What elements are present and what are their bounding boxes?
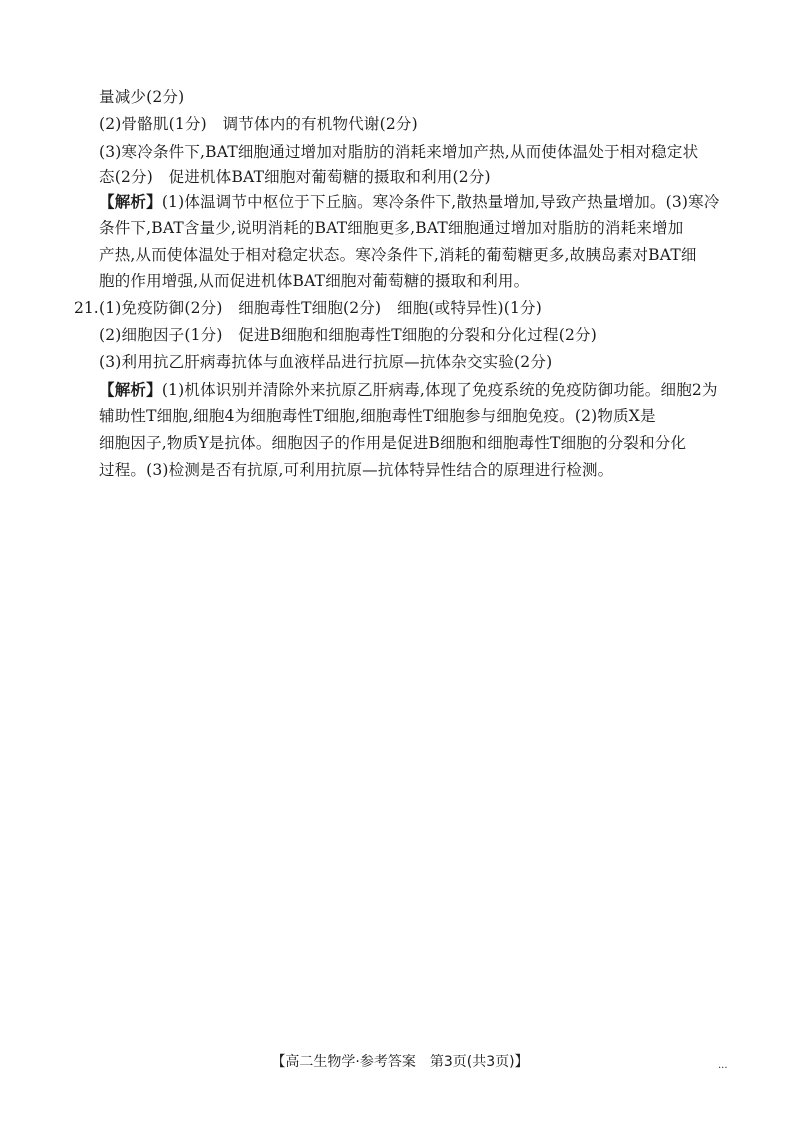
answer-line: (2)骨骼肌(1分) 调节体内的有机物代谢(2分): [99, 115, 418, 133]
analysis-label: 【解析】: [99, 192, 162, 211]
answer-line: 态(2分) 促进机体BAT细胞对葡萄糖的摄取和利用(2分): [99, 168, 491, 186]
answer-line: (3)寒冷条件下,BAT细胞通过增加对脂肪的消耗来增加产热,从而使体温处于相对稳定状: [99, 143, 699, 161]
analysis-line: [99, 380, 739, 400]
analysis-line: 产热,从而使体温处于相对稳定状态。寒冷条件下,消耗的葡萄糖更多,故胰岛素对BAT细: [99, 246, 697, 264]
answer-line: (1)免疫防御(2分) 细胞毒性T细胞(2分) 细胞(或特异性)(1分): [99, 299, 542, 317]
analysis-text: (1)机体识别并清除外来抗原乙肝病毒,体现了免疫系统的免疫防御功能。细胞2为: [161, 381, 718, 399]
question-number: 21.: [74, 299, 99, 317]
analysis-line: 胞的作用增强,从而促进机体BAT细胞对葡萄糖的摄取和利用。: [99, 272, 530, 290]
answer-line: (2)细胞因子(1分) 促进B细胞和细胞毒性T细胞的分裂和分化过程(2分): [99, 326, 597, 344]
analysis-line: 细胞因子,物质Y是抗体。细胞因子的作用是促进B细胞和细胞毒性T细胞的分裂和分化: [99, 434, 687, 452]
analysis-line: 辅助性T细胞,细胞4为细胞毒性T细胞,细胞毒性T细胞参与细胞免疫。(2)物质X是: [99, 407, 656, 425]
answer-line: 量减少(2分): [99, 88, 185, 106]
analysis-label: 【解析】: [99, 380, 162, 399]
analysis-line: 条件下,BAT含量少,说明消耗的BAT细胞更多,BAT细胞通过增加对脂肪的消耗来增加: [99, 219, 684, 237]
page-footer: 【高二生物学·参考答案 第3页(共3页)】: [271, 1054, 529, 1070]
answer-line: (3)利用抗乙肝病毒抗体与血液样品进行抗原—抗体杂交实验(2分): [99, 353, 553, 371]
analysis-line: [99, 192, 739, 212]
analysis-line: 过程。(3)检测是否有抗原,可利用抗原—抗体特异性结合的原理进行检测。: [99, 461, 614, 479]
analysis-text: (1)体温调节中枢位于下丘脑。寒冷条件下,散热量增加,导致产热量增加。(3)寒冷: [161, 193, 720, 211]
corner-mark: ...: [718, 1060, 728, 1071]
